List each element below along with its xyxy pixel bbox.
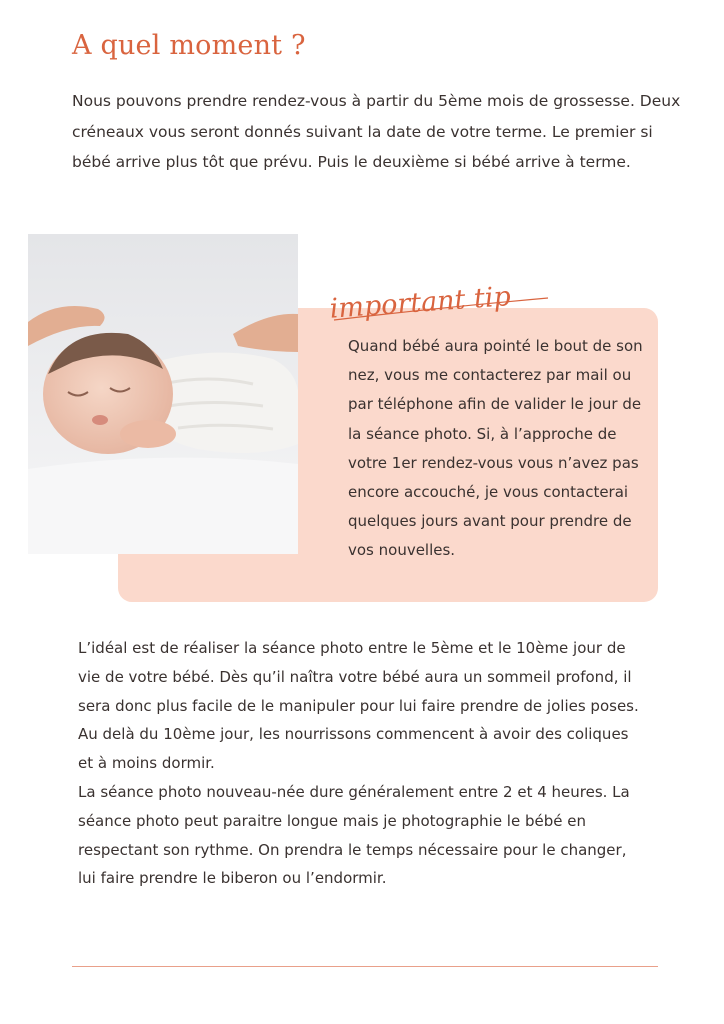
newborn-photo xyxy=(28,234,298,554)
body-paragraph-1: L’idéal est de réaliser la séance photo entre le 5ème et le 10ème jour de vie de votre bébé. Dès qu’il naîtra votre bébé aura un sommeil profond, il sera donc plus facile de le manipuler pour lui faire prendre de jolies poses. Au delà du 10ème jour, les nourrissons commencent à avoir des coliques et à moins dormir. xyxy=(78,639,639,773)
footer-divider xyxy=(72,966,658,967)
page-title: A quel moment ? xyxy=(72,30,306,61)
tip-text: Quand bébé aura pointé le bout de son nez, vous me contacterez par mail ou par téléphone afin de valider le jour de la séance photo. Si, à l’approche de votre 1er rendez-vous vous n’avez pas encore accouché, je vous contacterai quelques jours avant pour prendre de vos nouvelles. xyxy=(348,337,643,560)
intro-paragraph: Nous pouvons prendre rendez-vous à partir du 5ème mois de grossesse. Deux créneaux vous seront donnés suivant la date de votre terme. Le premier si bébé arrive plus tôt que prévu. Puis le deuxième si bébé arrive à terme. xyxy=(72,92,681,171)
main-text xyxy=(78,634,648,893)
body-paragraph-2: La séance photo nouveau-née dure généralement entre 2 et 4 heures. La séance photo peut paraitre longue mais je photographie le bébé en respectant son rythme. On prendra le temps nécessaire pour le changer, lui faire prendre le biberon ou l’endormir. xyxy=(78,782,630,888)
important-tip-heading xyxy=(326,268,556,338)
important-tip-heading-text: important tip xyxy=(328,281,512,325)
